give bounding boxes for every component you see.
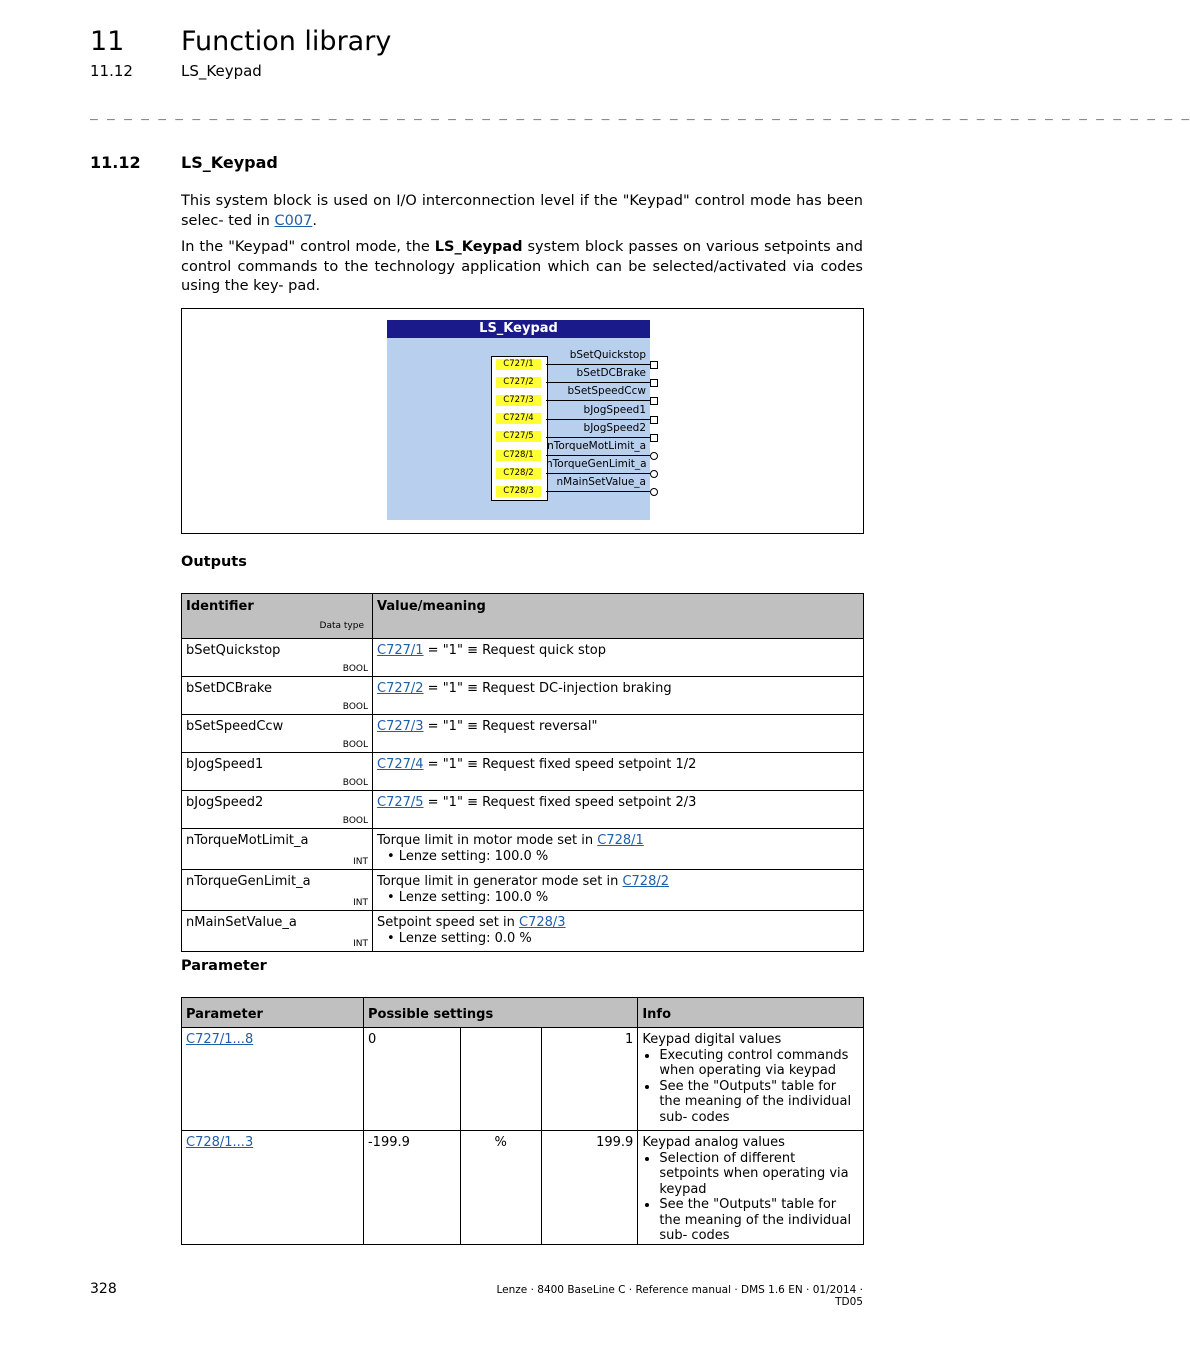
block-output-line [546,400,650,401]
value-cell: C727/4 = "1" ≡ Request fixed speed setpoint 1/2 [373,753,864,791]
block-code-1: C727/2 [496,377,541,388]
info-bullet: • Executing control commands when operating via keypad [659,1048,859,1079]
info-cell: Keypad analog values • Selection of different setpoints when operating via keypad • See the "Outputs" table for the meaning of the individual sub- codes [638,1131,864,1245]
identifier-cell: bJogSpeed2 BOOL [182,791,373,829]
data-type: BOOL [342,778,368,788]
outputs-table [181,593,864,952]
intro-paragraph-1: This system block is used on I/O interconnection level if the "Keypad" control mode has been selec- ted in C007. [181,193,863,229]
param-link[interactable]: C727/1 [377,643,424,658]
block-output-1: bSetDCBrake [576,367,646,380]
header-section-number: 11.12 [90,62,133,80]
param-link[interactable]: C728/1 [597,833,644,848]
identifier-cell: nMainSetValue_a INT [182,911,373,952]
page-number: 328 [90,1281,117,1297]
data-type: BOOL [342,664,368,674]
param-link[interactable]: C727/1...8 [186,1032,254,1047]
parameter-table [181,997,864,1245]
table-row [182,829,864,870]
identifier-cell: bSetQuickstop BOOL [182,639,373,677]
param-col-parameter: Parameter [182,998,364,1028]
identifier-cell: bSetSpeedCcw BOOL [182,715,373,753]
analog-connector-icon [650,452,658,460]
value-cell: C727/3 = "1" ≡ Request reversal" [373,715,864,753]
block-output-line [546,491,650,492]
bool-connector-icon [650,379,658,387]
block-code-3: C727/4 [496,413,541,424]
param-cell [182,1028,364,1131]
intro-paragraph-2: In the "Keypad" control mode, the LS_Keypad system block passes on various setpoints and control commands to the technology application which can be selected/activated via codes using the key- pad. [181,239,863,294]
block-output-5: nTorqueMotLimit_a [547,440,646,452]
block-output-line [546,437,650,438]
block-output-7: nMainSetValue_a [556,476,646,489]
identifier-cell: bJogSpeed1 BOOL [182,753,373,791]
chapter-number: 11 [90,26,125,57]
lenze-setting: • Lenze setting: 100.0 % [387,849,549,864]
data-type: BOOL [342,816,368,826]
identifier-cell: bSetDCBrake BOOL [182,677,373,715]
table-row [182,911,864,952]
block-output-3: bJogSpeed1 [583,403,646,416]
info-cell: Keypad digital values • Executing control commands when operating via keypad • See the "Outputs" table for the meaning of the individual sub- codes [638,1028,864,1131]
data-type: BOOL [342,740,368,750]
block-title: LS_Keypad [387,320,650,338]
param-link[interactable]: C727/3 [377,719,424,734]
outputs-heading: Outputs [181,554,247,570]
table-row [182,715,864,753]
unit-cell: % [460,1131,541,1245]
info-bullet: • Selection of different setpoints when operating via keypad [659,1151,859,1198]
outputs-col-value: Value/meaning [373,594,864,639]
param-link[interactable]: C728/1...3 [186,1135,254,1150]
table-row [182,677,864,715]
value-cell: Torque limit in motor mode set in C728/1 • Lenze setting: 100.0 % [373,829,864,870]
table-row [182,1131,864,1245]
param-col-settings: Possible settings [363,998,637,1028]
block-code-2: C727/3 [496,395,541,406]
param-link[interactable]: C728/2 [622,874,669,889]
param-link[interactable]: C727/5 [377,795,424,810]
section-number: 11.12 [90,153,141,172]
header-separator: _ _ _ _ _ _ _ _ _ _ _ _ _ _ _ _ _ _ _ _ _ _ _ _ _ _ _ _ _ _ _ _ _ _ _ _ _ _ _ _ _ _ _ _ _ _ _ _ _ _ _ _ _ _ _ _ _ _ _ _ _ _ _ _ _ [90,106,1190,121]
param-link[interactable]: C727/4 [377,757,424,772]
value-cell: C727/1 = "1" ≡ Request quick stop [373,639,864,677]
parameter-heading: Parameter [181,958,267,974]
value-cell: Torque limit in generator mode set in C728/2 • Lenze setting: 100.0 % [373,870,864,911]
header-section-title: LS_Keypad [181,62,262,80]
data-type: INT [353,898,368,908]
max-cell: 199.9 [541,1131,637,1245]
data-type: BOOL [342,702,368,712]
block-output-0: bSetQuickstop [569,349,646,361]
identifier-cell: nTorqueGenLimit_a INT [182,870,373,911]
bool-connector-icon [650,397,658,405]
link-c007[interactable]: C007 [274,212,313,229]
identifier-cell: nTorqueMotLimit_a INT [182,829,373,870]
bool-connector-icon [650,416,658,424]
table-row [182,639,864,677]
param-link[interactable]: C728/3 [519,915,566,930]
block-output-4: bJogSpeed2 [583,421,646,434]
lenze-setting: • Lenze setting: 0.0 % [387,931,532,946]
value-cell: C727/5 = "1" ≡ Request fixed speed setpoint 2/3 [373,791,864,829]
block-code-6: C728/2 [496,468,541,479]
section-title: LS_Keypad [181,153,278,172]
table-row [182,791,864,829]
data-type: INT [353,857,368,867]
info-bullet: • See the "Outputs" table for the meaning of the individual sub- codes [659,1197,859,1244]
block-output-line [546,455,650,456]
table-row [182,870,864,911]
chapter-title: Function library [181,26,392,57]
value-cell: Setpoint speed set in C728/3 • Lenze setting: 0.0 % [373,911,864,952]
info-bullet: • See the "Outputs" table for the meaning of the individual sub- codes [659,1079,859,1126]
outputs-col-identifier: Identifier Data type [182,594,373,639]
block-output-line [546,382,650,383]
block-code-7: C728/3 [496,486,541,497]
param-link[interactable]: C727/2 [377,681,424,696]
footer-text: Lenze · 8400 BaseLine C · Reference manual · DMS 1.6 EN · 01/2014 · TD05 [496,1284,863,1308]
lenze-setting: • Lenze setting: 100.0 % [387,890,549,905]
block-code-5: C728/1 [496,450,541,461]
block-output-line [546,419,650,420]
block-code-4: C727/5 [496,431,541,442]
unit-cell [460,1028,541,1131]
block-output-line [546,364,650,365]
table-row [182,1028,864,1131]
block-output-line [546,473,650,474]
max-cell: 1 [541,1028,637,1131]
min-cell: 0 [363,1028,460,1131]
param-cell [182,1131,364,1245]
block-output-2: bSetSpeedCcw [567,385,646,398]
data-type: INT [353,939,368,949]
bool-connector-icon [650,361,658,369]
block-code-0: C727/1 [496,359,541,370]
param-col-info: Info [638,998,864,1028]
table-row [182,753,864,791]
min-cell: -199.9 [363,1131,460,1245]
block-output-6: nTorqueGenLimit_a [546,458,647,471]
value-cell: C727/2 = "1" ≡ Request DC-injection braking [373,677,864,715]
bool-connector-icon [650,434,658,442]
